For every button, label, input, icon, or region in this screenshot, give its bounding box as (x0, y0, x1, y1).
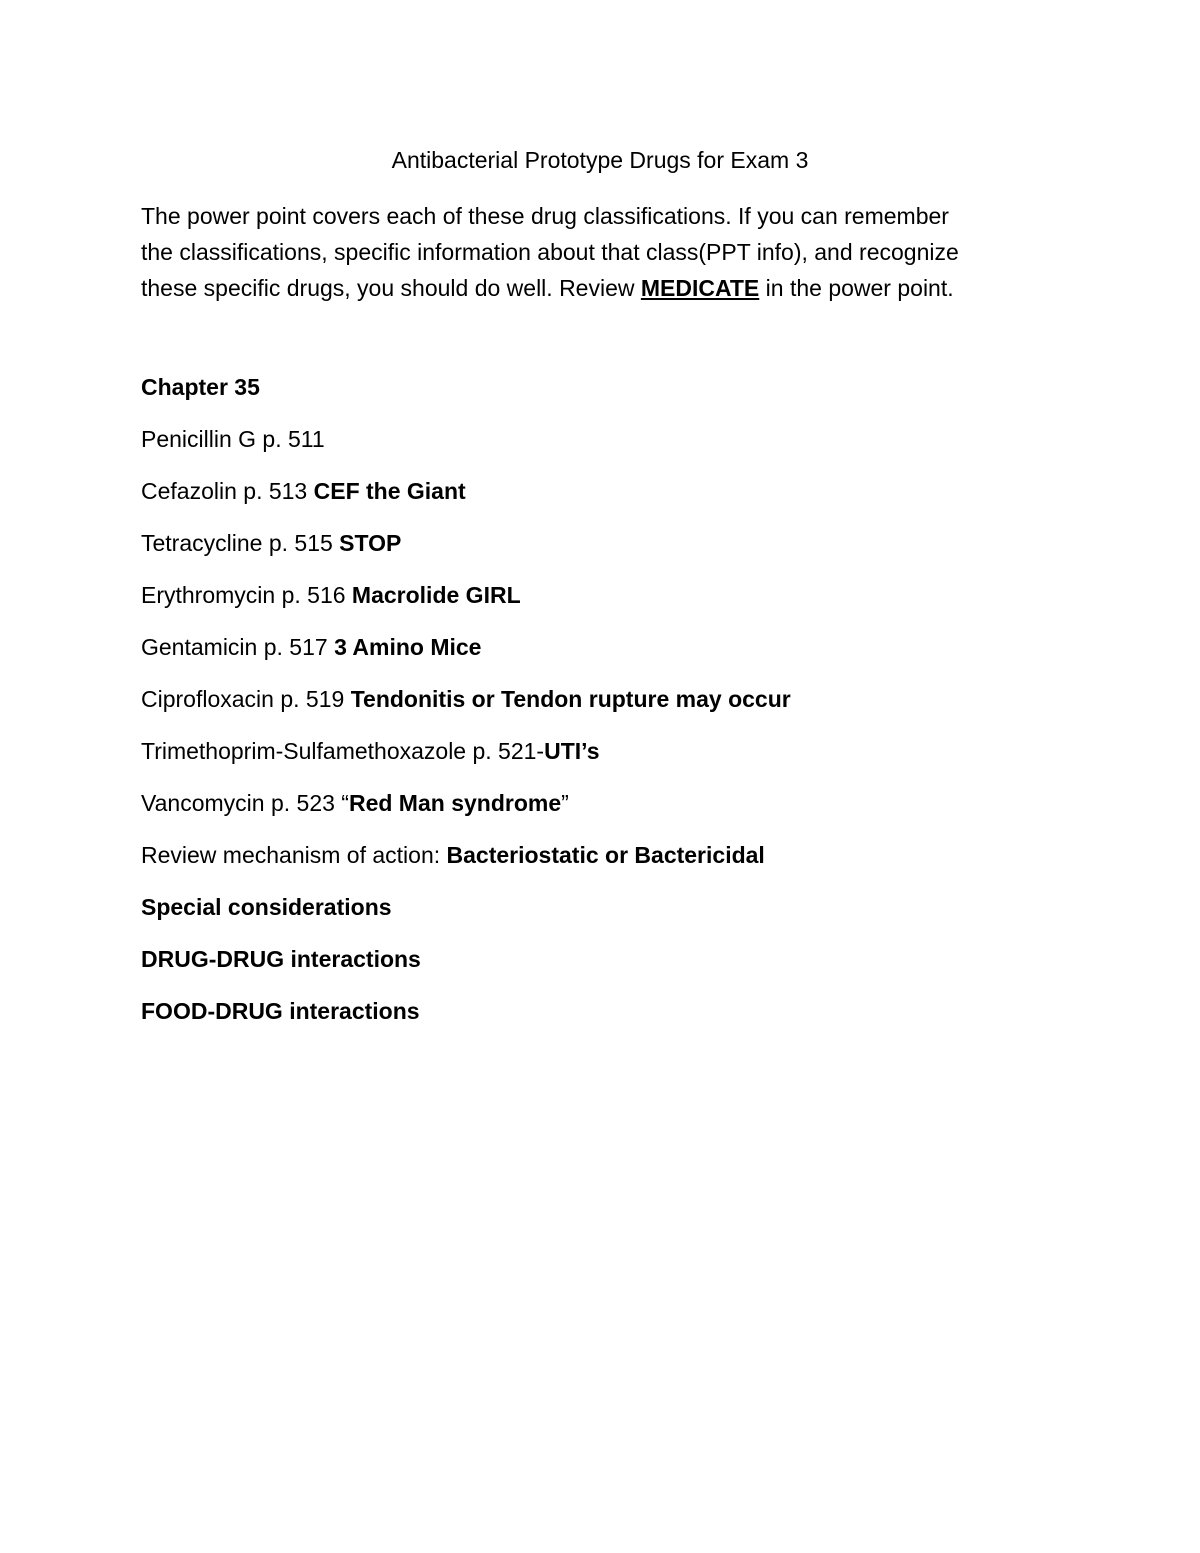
drug-name: Penicillin G p. 511 (141, 426, 325, 452)
chapter-heading: Chapter 35 (141, 374, 260, 400)
document-title: Antibacterial Prototype Drugs for Exam 3 (391, 147, 809, 173)
drug-item-cefazolin (141, 476, 466, 506)
drug-name: Vancomycin p. 523 “ (141, 790, 349, 816)
drug-name: Ciprofloxacin p. 519 (141, 686, 351, 712)
intro-paragraph (141, 198, 1071, 306)
intro-line-1: The power point covers each of these drug classifications. If you can remember (141, 203, 949, 229)
intro-line-2: the classifications, specific information about that class(PPT info), and recognize (141, 239, 959, 265)
intro-line-3 (141, 270, 1071, 306)
drug-note: CEF the Giant (313, 478, 466, 504)
review-mechanism (141, 840, 765, 870)
drug-note: Macrolide GIRL (351, 582, 521, 608)
medicate-emphasis: MEDICATE (640, 275, 760, 301)
review-label: Review mechanism of action: (141, 842, 447, 868)
drug-note: Tendonitis or Tendon rupture may occur (350, 686, 791, 712)
food-drug-interactions: FOOD-DRUG interactions (141, 998, 420, 1024)
drug-name: Erythromycin p. 516 (141, 582, 352, 608)
drug-note-suffix: ” (561, 790, 569, 816)
drug-name: Gentamicin p. 517 (141, 634, 335, 660)
drug-note: 3 Amino Mice (334, 634, 482, 660)
drug-note: STOP (339, 530, 402, 556)
drug-item-erythromycin (141, 580, 521, 610)
intro-line-3-post: in the power point. (759, 275, 954, 301)
drug-item-ciprofloxacin (141, 684, 791, 714)
special-considerations: Special considerations (141, 894, 392, 920)
drug-drug-interactions: DRUG-DRUG interactions (141, 946, 421, 972)
drug-name: Cefazolin p. 513 (141, 478, 314, 504)
drug-note: UTI’s (544, 738, 600, 764)
drug-item-penicillin (141, 424, 325, 454)
drug-item-tetracycline (141, 528, 401, 558)
drug-note: Red Man syndrome (348, 790, 562, 816)
drug-item-gentamicin (141, 632, 481, 662)
review-emphasis: Bacteriostatic or Bactericidal (446, 842, 765, 868)
intro-line-3-pre: these specific drugs, you should do well. Review (141, 275, 641, 301)
drug-item-trimethoprim (141, 736, 600, 766)
drug-item-vancomycin (141, 788, 569, 818)
drug-name: Trimethoprim-Sulfamethoxazole p. 521- (141, 738, 545, 764)
drug-name: Tetracycline p. 515 (141, 530, 340, 556)
